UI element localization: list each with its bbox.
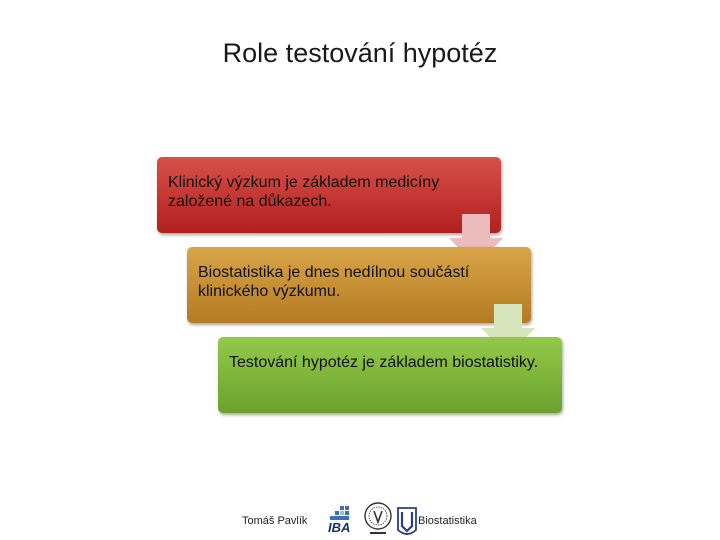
footer-subject: Biostatistika: [418, 515, 477, 527]
step-box-hypothesis-testing: [218, 337, 562, 413]
iba-logo-icon: [326, 505, 354, 535]
step-box-biostatistics: [187, 247, 531, 323]
muni-logo-icon: [396, 504, 418, 538]
step-text: Klinický výzkum je základem medicíny založené na důkazech.: [168, 174, 440, 210]
university-seal-icon: [364, 502, 392, 540]
iba-logo-text: IBA: [328, 520, 351, 535]
footer-author: Tomáš Pavlík: [242, 515, 308, 527]
step-text: Biostatistika je dnes nedílnou součástí klinického výzkumu.: [198, 264, 470, 300]
slide-title: Role testování hypotéz: [222, 38, 498, 68]
step-text: Testování hypotéz je základem biostatistiky.: [229, 354, 539, 371]
